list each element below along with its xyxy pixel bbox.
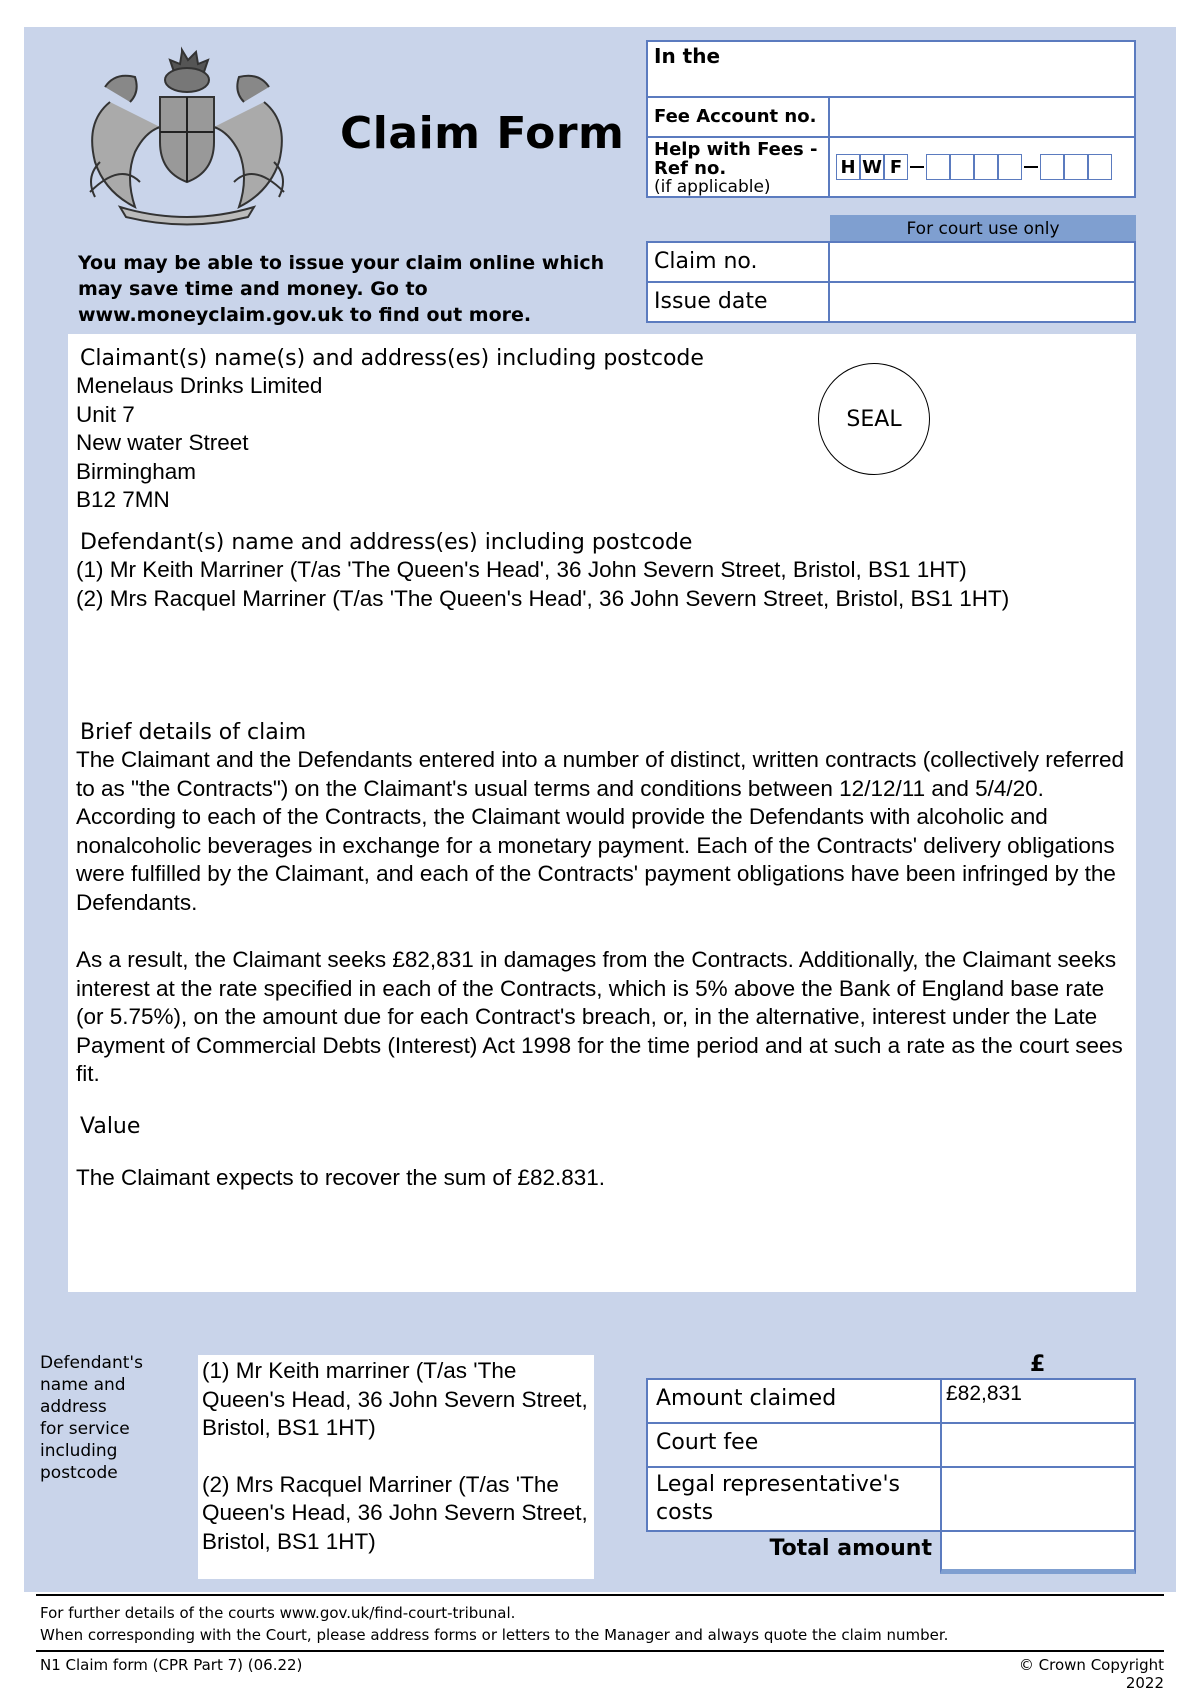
hwf-digit-box[interactable] [974, 154, 998, 180]
brief-details-paragraph-2: As a result, the Claimant seeks £82,831 in damages from the Contracts. Additionally, the Claimant seeks interest at the rate specified in each of the Contracts, which is 5% above the Bank of England base rate (or 5.75%), on the amount due for each Contract's breach, or, in the alternative, interest under the Late Payment of Commercial Debts (Interest) Act 1998 for the time period and at such a rate as the court sees fit. [76, 947, 1123, 1086]
legal-costs-field[interactable] [940, 1466, 1136, 1532]
total-amount-row [646, 1530, 1136, 1574]
claim-no-field[interactable] [828, 241, 1136, 283]
amount-claimed-label: Amount claimed [646, 1378, 940, 1424]
issue-date-label: Issue date [654, 289, 768, 314]
claimant-address [76, 372, 322, 515]
amounts-table [646, 1378, 1136, 1574]
claimant-line: B12 7MN [76, 487, 170, 512]
claim-no-label: Claim no. [654, 249, 758, 274]
fee-account-label: Fee Account no. [654, 106, 817, 127]
court-fee-label: Court fee [646, 1422, 940, 1468]
hwf-letter-f: F [884, 154, 908, 180]
footer-courts-info: For further details of the courts www.gov.uk/find-court-tribunal. [40, 1604, 516, 1622]
issue-date-label-cell [646, 281, 830, 323]
footer-divider [36, 1650, 1164, 1652]
form-code: N1 Claim form (CPR Part 7) (06.22) [40, 1656, 303, 1674]
service-label-line: postcode [40, 1463, 118, 1483]
amount-claimed-row [646, 1378, 1136, 1424]
service-entry: (2) Mrs Racquel Marriner (T/as 'The Queen's Head, 36 John Severn Street, Bristol, BS1 1HT) [202, 1471, 588, 1554]
service-label-line: Defendant's [40, 1353, 143, 1373]
brief-details-paragraph-1: The Claimant and the Defendants entered into a number of distinct, written contracts (collectively referred to as "the Contracts") on the Claimant's usual terms and conditions between 12/12/11 and 5/4/20. According to each of the Contracts, the Claimant would provide the Defendants with alcoholic and nonalcoholic beverages in exchange for a monetary payment. Each of the Contracts' delivery obligations were fulfilled by the Claimant, and each of the Contracts' payment obligations have been infringed by the Defendants. [76, 747, 1125, 915]
service-address-label [40, 1352, 190, 1484]
claim-details-area[interactable] [68, 334, 1136, 1292]
hwf-digit-box[interactable] [950, 154, 974, 180]
defendant-line: (1) Mr Keith Marriner (T/as 'The Queen's Head', 36 John Severn Street, Bristol, BS1 1HT) [76, 557, 967, 582]
currency-header: £ [1030, 1352, 1046, 1377]
footer-correspondence-info: When corresponding with the Court, please address forms or letters to the Manager and always quote the claim number. [40, 1626, 949, 1644]
hwf-label-line2: Ref no. [654, 158, 727, 179]
court-seal-circle: SEAL [818, 363, 930, 475]
hwf-digit-box[interactable] [926, 154, 950, 180]
hwf-digit-box[interactable] [998, 154, 1022, 180]
hwf-digit-box[interactable] [1040, 154, 1064, 180]
total-amount-label: Total amount [769, 1536, 932, 1561]
legal-costs-row [646, 1466, 1136, 1532]
hwf-digit-box[interactable] [1088, 154, 1112, 180]
service-address-field[interactable] [198, 1355, 594, 1579]
court-fee-row [646, 1422, 1136, 1468]
court-use-only-header: For court use only [830, 215, 1136, 243]
hwf-letter-h: H [836, 154, 860, 180]
claimant-line: Menelaus Drinks Limited [76, 373, 323, 398]
value-text: The Claimant expects to recover the sum of £82.831. [76, 1165, 606, 1190]
claimant-label: Claimant(s) name(s) and address(es) including postcode [80, 346, 704, 371]
hwf-digit-box[interactable] [1064, 154, 1088, 180]
hwf-ref-field[interactable] [828, 136, 1136, 198]
hwf-label-line1: Help with Fees - [654, 139, 818, 160]
claimant-line: New water Street [76, 430, 249, 455]
royal-coat-of-arms-icon [70, 42, 300, 227]
service-label-line: name and [40, 1375, 126, 1395]
online-claim-notice: You may be able to issue your claim online which may save time and money. Go to www.moneyclaim.gov.uk to find out more. [78, 252, 605, 326]
in-the-field[interactable] [646, 40, 1136, 98]
service-label-line: including [40, 1441, 118, 1461]
fee-account-field[interactable] [828, 96, 1136, 138]
crown-copyright: © Crown Copyright 2022 [1018, 1656, 1164, 1692]
footer-divider [36, 1594, 1164, 1596]
hwf-label-cell [646, 136, 830, 198]
defendant-addresses [76, 556, 1009, 613]
claimant-line: Birmingham [76, 458, 197, 484]
hwf-letter-w: W [860, 154, 884, 180]
service-entry: (1) Mr Keith marriner (T/as 'The Queen's Head, 36 John Severn Street, Bristol, BS1 1HT) [202, 1358, 588, 1440]
issue-date-field[interactable] [828, 281, 1136, 323]
in-the-label: In the [654, 44, 721, 68]
defendant-label: Defendant(s) name and address(es) including postcode [80, 530, 693, 555]
court-fee-field[interactable] [940, 1422, 1136, 1468]
brief-details-label: Brief details of claim [80, 720, 307, 745]
service-label-line: for service [40, 1419, 130, 1439]
value-label: Value [80, 1114, 141, 1139]
legal-costs-label: Legal representative's costs [646, 1466, 940, 1532]
hwf-dash [910, 166, 924, 168]
hwf-dash [1024, 166, 1038, 168]
hwf-label-line3: (if applicable) [654, 177, 771, 197]
total-amount-field[interactable] [940, 1530, 1136, 1574]
amount-claimed-field[interactable]: £82,831 [940, 1378, 1136, 1424]
claimant-line: Unit 7 [76, 401, 135, 427]
fee-account-label-cell [646, 96, 830, 138]
claim-no-label-cell [646, 241, 830, 283]
defendant-line: (2) Mrs Racquel Marriner (T/as 'The Queen's Head', 36 John Severn Street, Bristol, BS1 1HT) [76, 585, 1010, 611]
service-label-line: address [40, 1397, 107, 1417]
form-title: Claim Form [340, 108, 625, 159]
